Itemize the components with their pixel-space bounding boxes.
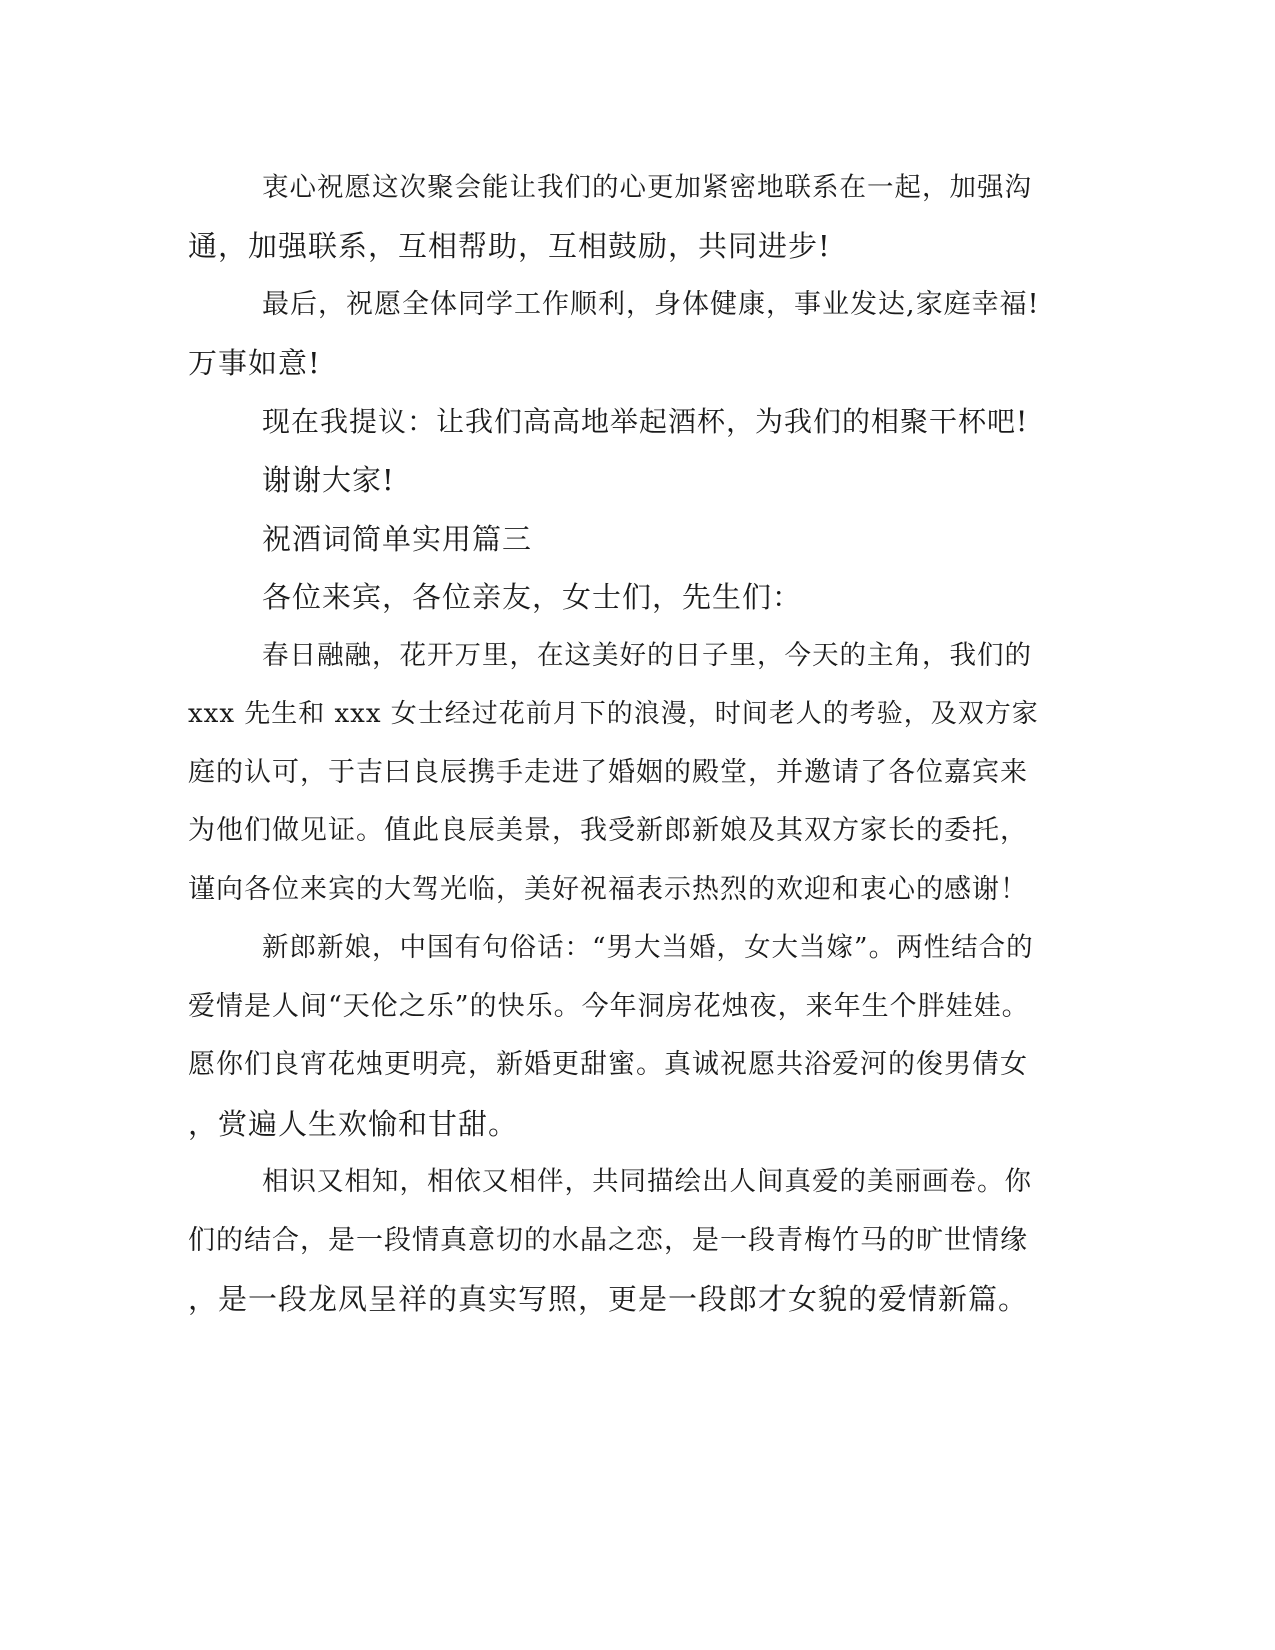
text-line: 各位来宾，各位亲友，女士们，先生们：	[262, 580, 803, 614]
text-line: 们的结合，是一段情真意切的水晶之恋，是一段青梅竹马的旷世情缘	[188, 1225, 1028, 1256]
text-line: 衷心祝愿这次聚会能让我们的心更加紧密地联系在一起，加强沟	[262, 172, 1032, 203]
text-line: 愿你们良宵花烛更明亮，新婚更甜蜜。真诚祝愿共浴爱河的俊男倩女	[188, 1049, 1028, 1080]
text-line: ，是一段龙凤呈祥的真实写照，更是一段郎才女貌的爱情新篇。	[188, 1282, 1029, 1316]
section-heading: 祝酒词简单实用篇三	[262, 522, 533, 556]
text-line: 谨向各位来宾的大驾光临，美好祝福表示热烈的欢迎和衷心的感谢！	[188, 874, 1028, 905]
text-line: 谢谢大家!	[262, 463, 395, 497]
text-line: 为他们做见证。值此良辰美景，我受新郎新娘及其双方家长的委托，	[188, 815, 1028, 846]
text-line: 通，加强联系，互相帮助，互相鼓励，共同进步!	[188, 229, 831, 263]
text-line: 最后，祝愿全体同学工作顺利，身体健康，事业发达,家庭幸福!	[262, 289, 1040, 320]
text-line: 万事如意!	[188, 346, 321, 380]
text-line: xxx 先生和 xxx 女士经过花前月下的浪漫，时间老人的考验，及双方家	[188, 699, 1039, 729]
text-line: 庭的认可，于吉曰良辰携手走进了婚姻的殿堂，并邀请了各位嘉宾来	[188, 757, 1028, 788]
text-line: 爱情是人间“天伦之乐”的快乐。今年洞房花烛夜，来年生个胖娃娃。	[188, 991, 1030, 1022]
text-line: 春日融融，花开万里，在这美好的日子里，今天的主角，我们的	[262, 640, 1032, 671]
text-line: ，赏遍人生欢愉和甘甜。	[188, 1107, 519, 1141]
text-line: 相识又相知，相依又相伴，共同描绘出人间真爱的美丽画卷。你	[262, 1166, 1032, 1197]
text-line: 现在我提议：让我们高高地举起酒杯，为我们的相聚干杯吧!	[262, 405, 1029, 438]
text-line: 新郎新娘，中国有句俗话：“男大当婚，女大当嫁”。两性结合的	[262, 932, 1034, 963]
